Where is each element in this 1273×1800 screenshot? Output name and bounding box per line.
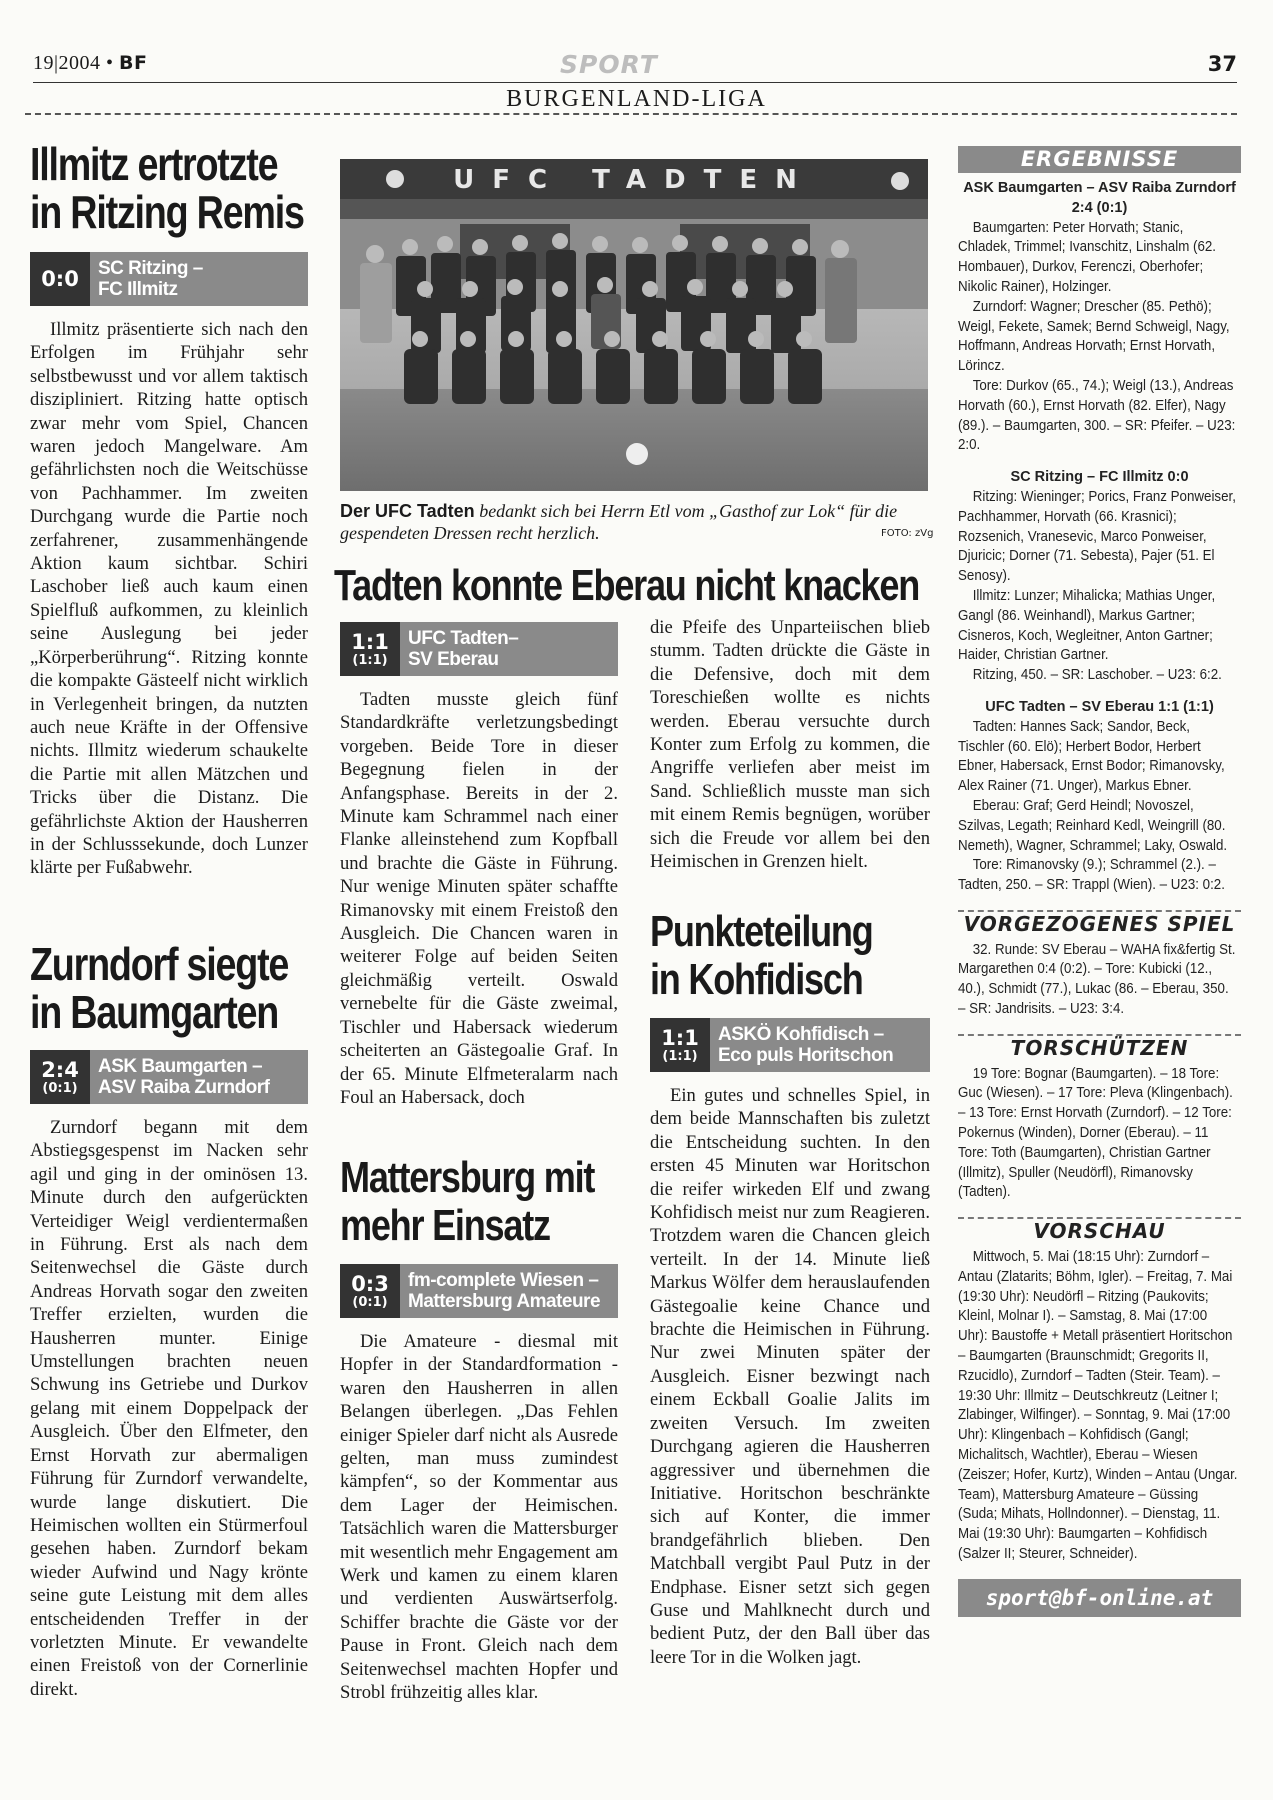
torschuetzen-title: TORSCHÜTZEN bbox=[958, 1034, 1241, 1059]
article-headline bbox=[340, 1153, 595, 1250]
article-body bbox=[30, 318, 308, 880]
paragraph: Zurndorf begann mit dem Abstiegsgespenst im Nacken sehr agil und ging in der ominösen 13. Minute durch den aufgerückten Verteidiger Weigl verdientermaßen in Führung. Erst als nach dem Seitenwechsel die Gäste durch Andreas Horvath sogar den zweiten Treffer erzielten, wurden die Hausherren munter. Einige Umstellungen brachten neuen Schwung ins Getriebe und Durkov gelang mit einem Doppelpack der Ausgleich. Über den Elfmeter, den Ernst Horvath zur abermaligen Führung für Zurndorf verwandelte, wurde lange diskutiert. Die Heimischen wollten ein Stürmerfoul gesehen haben. Zurndorf bekam wieder Aufwind und Nagy krönte seine gute Leistung mit dem alles entscheidenden Treffer in der vorletzten Minute. Er vewandelte einen Freistoß von der Cornerlinie direkt. bbox=[30, 1117, 308, 1700]
photo-credit: FOTO: zVg bbox=[881, 528, 934, 539]
photo-caption bbox=[340, 500, 928, 544]
headline-line: in Ritzing Remis bbox=[30, 186, 304, 238]
score-box bbox=[30, 1050, 90, 1104]
football-icon bbox=[626, 443, 648, 465]
score-bar bbox=[340, 622, 618, 676]
result-title: SC Ritzing – FC Illmitz 0:0 bbox=[1010, 469, 1189, 486]
goals-info: Tore: Rimanovsky (9.); Schrammel (2.). – Tadten, 250. – SR: Trappl (Wien). – U23: 0:2. bbox=[958, 857, 1225, 894]
vorschau-title: VORSCHAU bbox=[958, 1217, 1241, 1242]
article-body bbox=[650, 1084, 930, 1669]
lineup-away: Zurndorf: Wagner; Drescher (85. Pethö); Weigl, Fekete, Samek; Bernd Schweigl, Nagy, Hoffmann, Andreas Horvath; Ernst Horvath, Lörincz. bbox=[958, 298, 1230, 375]
contact-email: sport@bf-online.at bbox=[958, 1579, 1241, 1617]
away-team: ASV Raiba Zurndorf bbox=[98, 1077, 270, 1098]
score-teams bbox=[710, 1018, 930, 1072]
home-team: ASKÖ Kohfidisch – bbox=[718, 1024, 884, 1045]
article-tadten-eberau bbox=[340, 622, 618, 1109]
torschuetzen-block bbox=[958, 1065, 1241, 1204]
away-team: SV Eberau bbox=[408, 649, 499, 670]
subsection-title: BURGENLAND-LIGA bbox=[506, 86, 767, 112]
header-divider bbox=[25, 113, 1237, 115]
paragraph: Tadten musste gleich fünf Standardkräfte verletzungsbedingt vorgeben. Beide Tore in dieser Begegnung fielen in der Anfangsphase. Bereits in der 2. Minute kam Schrammel nach einer Flanke alleinstehend zum Kopfball und brachte die Gäste in Führung. Nur wenige Minuten später schaffte Rimanovsky mit einem Freistoß den Ausgleich. Die Chancen waren in weiterer Folge auf beiden Seiten gleichmäßig verteilt. Oswald vernebelte für die Gäste zweimal, Tischler und Habersack wiederum scheiterten an Gästegoalie Graf. In der 65. Minute Elfmeteralarm nach Foul an Habersack, doch bbox=[340, 689, 618, 1108]
score-teams bbox=[400, 622, 618, 676]
vorgezogen-title: VORGEZOGENES SPIEL bbox=[958, 910, 1241, 935]
halftime-score: (0:1) bbox=[352, 1294, 388, 1310]
score-box bbox=[650, 1018, 710, 1072]
score-bar bbox=[650, 1018, 930, 1072]
article-headline bbox=[30, 938, 289, 1038]
header-rule bbox=[33, 82, 1237, 83]
score-box bbox=[30, 252, 90, 306]
headline-line: Punkteteilung bbox=[650, 907, 873, 956]
results-sidebar bbox=[958, 146, 1241, 1617]
article-body bbox=[340, 688, 618, 1109]
article-body bbox=[650, 616, 930, 873]
page-number: 37 bbox=[1207, 52, 1237, 76]
home-team: fm-complete Wiesen – bbox=[408, 1270, 599, 1291]
article-tadten-eberau-headline bbox=[334, 562, 934, 610]
goals-info: Tore: Durkov (65., 74.); Weigl (13.), Andreas Horvath (60.), Ernst Horvath (82. Elfer), Nagy (89.). – Baumgarten, 300. – SR: Pfeifer. – U23: 2:0. bbox=[958, 377, 1236, 454]
banner-text: UFC TADTEN bbox=[453, 165, 815, 195]
lineup-away: Eberau: Graf; Gerd Heindl; Novoszel, Szilvas, Legath; Reinhard Kedl, Weingrill (80. Nemeth), Wagner, Schrammel; Laky, Oswald. bbox=[958, 797, 1228, 854]
vorschau-block bbox=[958, 1248, 1241, 1565]
halftime-score: (1:1) bbox=[662, 1048, 698, 1064]
article-headline: Tadten konnte Eberau nicht knacken bbox=[334, 561, 920, 610]
article-tadten-eberau-continued bbox=[650, 616, 930, 873]
headline-line: Illmitz ertrotzte bbox=[30, 138, 278, 190]
score: 2:4 bbox=[41, 1057, 79, 1082]
vorschau-text: Mittwoch, 5. Mai (18:15 Uhr): Zurndorf – Antau (Zlatarits; Böhm, Igler). – Freitag, 7. Mai (19:30 Uhr): Neudörfl – Ritzing (Paukovits; Kleinl, Molnar I). – Samstag, 8. Mai (17:00 Uhr): Baustoffe + Metall präsentiert Horitschon – Baumgarten (Braunschmidt; Gregorits II, Rzucidlo), Zurndorf – Tadten (Steir. Team). – 19:30 Uhr: Illmitz – Deutschkreutz (Leitner I; Zlabinger, Wilfinger). – Sonntag, 9. Mai (17:00 Uhr): Klingenbach – Kohfidisch (Gangl; Michalitsch, Wachtler), Eberau – Wiesen (Zeiszer; Hofer, Kurtz), Winden – Antau (Ungar. Team), Mattersburg Amateure – Güssing (Suda; Mihats, Hollndonner). – Dienstag, 11. Mai (19:30 Uhr): Baumgarten – Kohfidisch (Salzer II; Steurer, Schneider). bbox=[958, 1249, 1238, 1562]
ergebnisse-title: ERGEBNISSE bbox=[958, 146, 1241, 173]
vorgezogen-block bbox=[958, 941, 1241, 1020]
article-ritzing-illmitz bbox=[30, 140, 308, 880]
score: 1:1 bbox=[661, 1025, 699, 1050]
score-bar bbox=[30, 252, 308, 306]
team-photo-image bbox=[340, 159, 928, 491]
score: 0:0 bbox=[41, 267, 79, 291]
paragraph: Ein gutes und schnelles Spiel, in dem beide Mannschaften bis zuletzt die Entscheidung suchten. In den ersten 45 Minuten war Horitschon die reifer wirkeden Elf und zwang Kohfidisch meist nur zum Reagieren. Trotzdem waren die Chancen gleich verteilt. In der 14. Minute ließ Markus Wölfer dem herauslaufenden Gästegoalie keine Chance und brachte die Heimischen in Führung. Nur zwei Minuten später der Ausgleich. Eisner bezwingt nach einem Eckball Goalie Jalits im zweiten Versuch. Im zweiten Durchgang agieren die Hausherren aggressiver und übernehmen die Initiative. Horitschon beschränkte sich auf Konter, die immer brandgefährlich blieben. Den Matchball vergibt Paul Putz in der Endphase. Eisner setzt sich gegen Guse und Mahlknecht durch und bedient Putz, der den Ball über das leere Tor in die Wolken jagt. bbox=[650, 1085, 930, 1668]
caption-text: bedankt sich bei Herrn Etl vom „Gasthof zur Lok“ für die gespendeten Dressen recht herzlich. bbox=[340, 501, 898, 543]
result-tadten-eberau bbox=[958, 698, 1241, 896]
home-team: SC Ritzing – bbox=[98, 258, 203, 279]
halftime-score: (1:1) bbox=[352, 652, 388, 668]
home-team: UFC Tadten– bbox=[408, 628, 519, 649]
away-team: FC Illmitz bbox=[98, 279, 178, 300]
lineup-home: Ritzing: Wieninger; Porics, Franz Ponweiser, Pachhammer, Horvath (66. Krasnici); Rozsenich, Vranesevic, Marco Ponweiser, Djuricic; Dorner (71. Sebesta), Pajer (51. El Senosy). bbox=[958, 488, 1236, 585]
result-title: UFC Tadten – SV Eberau 1:1 (1:1) bbox=[985, 698, 1214, 715]
vorgezogen-text: 32. Runde: SV Eberau – WAHA fix&fertig St. Margarethen 0:4 (0:2). – Tore: Kubicki (12., 40.), Schmidt (77.), Lukac (86. – Eberau, 350. – SR: Jandrisits. – U23: 3:4. bbox=[958, 941, 1236, 1018]
article-wiesen-mattersburg bbox=[340, 1154, 618, 1705]
score: 0:3 bbox=[351, 1271, 389, 1296]
article-headline bbox=[650, 908, 880, 1004]
score-box bbox=[340, 622, 400, 676]
brand-logo: BF bbox=[119, 52, 148, 74]
result-ritzing-illmitz bbox=[958, 468, 1241, 686]
headline-line: mehr Einsatz bbox=[340, 1201, 550, 1250]
issue-number: 19|2004 • bbox=[33, 52, 114, 74]
score: 1:1 bbox=[351, 629, 389, 654]
result-title: ASK Baumgarten – ASV Raiba Zurndorf 2:4 (0:1) bbox=[963, 180, 1236, 216]
halftime-score: (0:1) bbox=[42, 1080, 78, 1096]
score-teams bbox=[90, 252, 308, 306]
caption-bold: Der UFC Tadten bbox=[340, 501, 475, 521]
score-bar bbox=[340, 1264, 618, 1318]
goals-info: Ritzing, 450. – SR: Laschober. – U23: 6:2. bbox=[972, 667, 1222, 684]
torschuetzen-text: 19 Tore: Bognar (Baumgarten). – 18 Tore: Guc (Wiesen). – 17 Tore: Pleva (Klingenbach). – 13 Tore: Ernst Horvath (Zurndorf). – 12 Tore: Pokernus (Winden), Dorner (Eberau). – 11 Tore: Toth (Baumgarten), Christian Gartner (Illmitz), Spuller (Neudörfl), Rimanovsky (Tadten). bbox=[958, 1065, 1233, 1201]
lineup-away: Illmitz: Lunzer; Mihalicka; Mathias Unger, Gangl (86. Weinhandl), Markus Gartner; Cisneros, Koch, Wegleitner, Anton Gartner; Haider, Christian Gartner. bbox=[958, 587, 1216, 664]
result-baumgarten-zurndorf bbox=[958, 179, 1241, 456]
headline-line: in Kohfidisch bbox=[650, 955, 863, 1004]
lineup-home: Tadten: Hannes Sack; Sandor, Beck, Tischler (60. Elö); Herbert Bodor, Herbert Ebner, Habersack, Ernst Bodor; Rimanovsky, Alex Rainer (71. Unger), Markus Ebner. bbox=[958, 718, 1225, 795]
article-body bbox=[340, 1330, 618, 1705]
lineup-home: Baumgarten: Peter Horvath; Stanic, Chladek, Trimmel; Ivanschitz, Linshalm (62. Hombauer), Durkov, Ferenczi, Oberhofer; Nikolic Rainer), Holzinger. bbox=[958, 219, 1217, 295]
headline-line: in Baumgarten bbox=[30, 986, 279, 1038]
paragraph: Die Amateure - diesmal mit Hopfer in der Standardformation - waren den Hausherren in allen Belangen überlegen. „Das Fehlen einiger Spieler darf nicht als Ausrede gelten, man muss zumindest kämpfen“, so der Kommentar aus dem Lager der Heimischen. Tatsächlich waren die Mattersburger mit wesentlich mehr Engagement am Werk und kamen zu einem klaren und verdienten Auswärtserfolg. Schiffer brachte die Gäste vor der Pause in Front. Gleich nach dem Seitenwechsel machten Hopfer und Strobl frühzeitig alles klar. bbox=[340, 1331, 618, 1704]
score-teams bbox=[90, 1050, 308, 1104]
headline-line: Zurndorf siegte bbox=[30, 938, 289, 990]
issue-info bbox=[33, 52, 147, 75]
article-baumgarten-zurndorf bbox=[30, 940, 308, 1701]
paragraph: Illmitz präsentierte sich nach den Erfolgen im Frühjahr sehr selbstbewusst und vor allem taktisch diszipliniert. Ritzing hatte optisch zwar mehr vom Spiel, Chancen waren jedoch Mangelware. Am gefährlichsten noch die Weitschüsse von Pachhammer. Im zweiten Durchgang wurde die Partie noch zerfahrener, zusammenhängende Aktion kaum sichtbar. Schiri Laschober ließ auch kaum einen Spielfluß aufkommen, zu kleinlich seine Auslegung bei jeder „Körperberührung“. Ritzing konnte die kompakte Gästeelf nicht wirklich in Verlegenheit bringen, da nutzten auch neue Kräfte in der Offensive nichts. Illmitz wiederum schaukelte die Partie mit allen Mätzchen und Tricks über die Distanz. Die gefährlichste Aktion der Hausherren in der Schlusssekunde, doch Lunzer klärte per Fußabwehr. bbox=[30, 319, 308, 879]
headline-line: Mattersburg mit bbox=[340, 1153, 595, 1202]
score-box bbox=[340, 1264, 400, 1318]
section-title: SPORT bbox=[560, 50, 658, 79]
away-team: Mattersburg Amateure bbox=[408, 1291, 601, 1312]
home-team: ASK Baumgarten – bbox=[98, 1056, 263, 1077]
team-photo bbox=[340, 159, 928, 491]
article-body bbox=[30, 1116, 308, 1701]
away-team: Eco puls Horitschon bbox=[718, 1045, 894, 1066]
paragraph: die Pfeife des Unparteiischen blieb stumm. Tadten drückte die Gäste in die Defensive, doch mit dem Toreschießen wollte es nichts werden. Eberau versuchte durch Konter zum Erfolg zu kommen, die Angriffe verliefen aber meist im Sand. Schließlich musste man sich mit einem Remis begnügen, worüber sich die Freude vor allem bei den Heimischen in Grenzen hielt. bbox=[650, 617, 930, 873]
score-bar bbox=[30, 1050, 308, 1104]
article-kohfidisch-horitschon bbox=[650, 908, 930, 1669]
article-headline bbox=[30, 138, 304, 238]
score-teams bbox=[400, 1264, 618, 1318]
